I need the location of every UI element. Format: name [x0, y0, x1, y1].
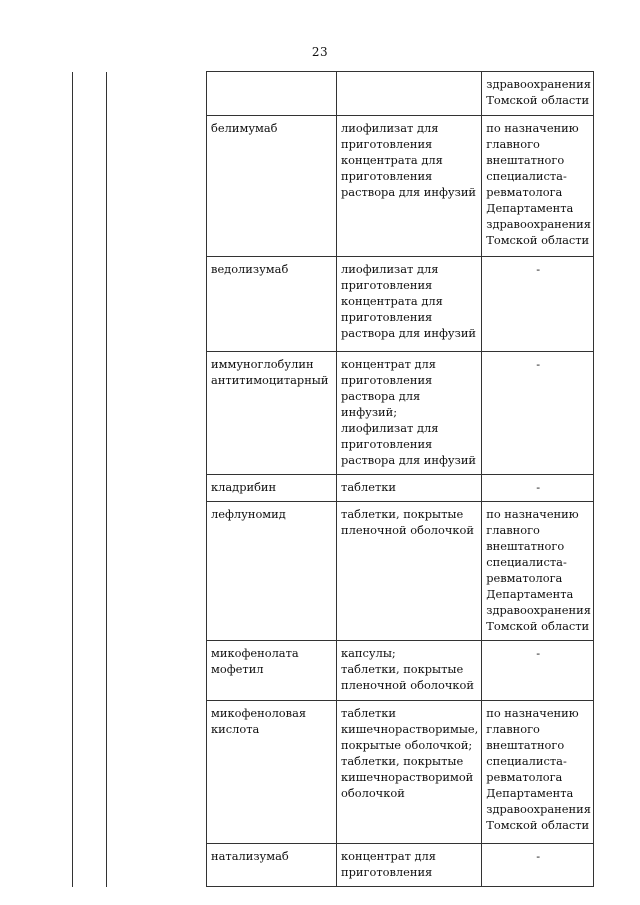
condition-line: Томской области: [486, 619, 590, 633]
dosage-form-line: раствора для инфузий;: [341, 389, 421, 419]
page-number: 23: [311, 45, 329, 59]
condition-line: внештатного: [486, 153, 565, 167]
condition-cell: [482, 701, 594, 844]
drug-name-cell: [207, 502, 337, 641]
dosage-form-line: лиофилизат для: [341, 121, 439, 135]
dosage-form-line: лиофилизат для: [341, 421, 439, 435]
dosage-form-line: приготовления: [341, 437, 433, 451]
dosage-form-line: раствора для инфузий: [341, 453, 477, 467]
dosage-form-cell: [337, 701, 482, 844]
drug-name-line: белимумаб: [211, 121, 278, 135]
dosage-form-line: приготовления: [341, 137, 433, 151]
dosage-form-line: приготовления: [341, 373, 433, 387]
drug-name-cell: [207, 72, 337, 116]
condition-line: ревматолога: [486, 770, 563, 784]
drug-table: [72, 71, 594, 887]
drug-name-line: микофеноловая: [211, 706, 307, 720]
condition-line: здравоохранения: [486, 217, 591, 231]
dosage-form-line: таблетки, покрытые: [341, 754, 464, 768]
dosage-form-line: концентрата для: [341, 153, 443, 167]
drug-name-line: микофенолата: [211, 646, 299, 660]
dosage-form-line: лиофилизат для: [341, 262, 439, 276]
dosage-form-cell: [337, 72, 482, 116]
condition-cell: [482, 641, 594, 701]
condition-cell: [482, 257, 594, 352]
dosage-form-line: таблетки, покрытые: [341, 507, 464, 521]
dosage-form-line: концентрат для: [341, 849, 436, 863]
condition-line: специалиста-: [486, 555, 567, 569]
condition-line: Томской области: [486, 818, 590, 832]
dosage-form-line: приготовления: [341, 169, 433, 183]
drug-name-cell: [207, 257, 337, 352]
drug-name-line: кладрибин: [211, 480, 277, 494]
dosage-form-line: покрытые оболочкой;: [341, 738, 473, 752]
dosage-form-line: оболочкой: [341, 786, 405, 800]
drug-name-line: иммуноглобулин: [211, 357, 314, 371]
dosage-form-line: таблетки, покрытые: [341, 662, 464, 676]
dosage-form-line: концентрат для: [341, 357, 436, 371]
condition-line: ревматолога: [486, 571, 563, 585]
dosage-form-cell: [337, 257, 482, 352]
drug-name-cell: [207, 116, 337, 257]
condition-line: главного: [486, 137, 540, 151]
dosage-form-line: пленочной оболочкой: [341, 523, 474, 537]
condition-cell: [482, 72, 594, 116]
condition-line: по назначению: [486, 507, 579, 521]
condition-line: Департамента: [486, 201, 574, 215]
dosage-form-cell: [337, 352, 482, 475]
drug-name-cell: [207, 352, 337, 475]
table-row: [73, 72, 594, 116]
condition-line: здравоохранения: [486, 77, 591, 91]
drug-name-line: натализумаб: [211, 849, 289, 863]
dosage-form-cell: [337, 475, 482, 502]
condition-line: -: [536, 262, 541, 276]
condition-line: ревматолога: [486, 185, 563, 199]
condition-line: по назначению: [486, 121, 579, 135]
dosage-form-line: кишечнорастворимые,: [341, 722, 479, 736]
condition-cell: [482, 844, 594, 887]
dosage-form-line: пленочной оболочкой: [341, 678, 474, 692]
condition-cell: [482, 352, 594, 475]
condition-line: -: [536, 646, 541, 660]
condition-line: здравоохранения: [486, 603, 591, 617]
dosage-form-line: таблетки: [341, 706, 396, 720]
dosage-form-cell: [337, 641, 482, 701]
number-column-cell: [73, 72, 107, 887]
drug-name-line: мофетил: [211, 662, 264, 676]
condition-line: Департамента: [486, 587, 574, 601]
condition-line: специалиста-: [486, 169, 567, 183]
dosage-form-line: приготовления: [341, 278, 433, 292]
drug-name-cell: [207, 641, 337, 701]
condition-cell: [482, 502, 594, 641]
condition-line: главного: [486, 523, 540, 537]
condition-line: -: [536, 357, 541, 371]
condition-line: Томской области: [486, 233, 590, 247]
dosage-form-line: приготовления: [341, 310, 433, 324]
condition-line: здравоохранения: [486, 802, 591, 816]
group-column-cell: [106, 72, 207, 887]
drug-name-line: лефлуномид: [211, 507, 286, 521]
drug-name-line: кислота: [211, 722, 260, 736]
dosage-form-cell: [337, 502, 482, 641]
condition-line: специалиста-: [486, 754, 567, 768]
condition-line: главного: [486, 722, 540, 736]
dosage-form-cell: [337, 116, 482, 257]
drug-name-line: антитимоцитарный: [211, 373, 329, 387]
condition-line: Томской области: [486, 93, 590, 107]
drug-name-line: ведолизумаб: [211, 262, 289, 276]
condition-line: -: [536, 849, 541, 863]
condition-line: внештатного: [486, 738, 565, 752]
dosage-form-line: таблетки: [341, 480, 396, 494]
table-body: [73, 72, 594, 887]
condition-line: -: [536, 480, 541, 494]
dosage-form-cell: [337, 844, 482, 887]
dosage-form-line: раствора для инфузий: [341, 185, 477, 199]
drug-name-cell: [207, 844, 337, 887]
dosage-form-line: концентрата для: [341, 294, 443, 308]
condition-line: Департамента: [486, 786, 574, 800]
dosage-form-line: приготовления: [341, 865, 433, 879]
dosage-form-line: капсулы;: [341, 646, 396, 660]
condition-cell: [482, 475, 594, 502]
dosage-form-line: кишечнорастворимой: [341, 770, 474, 784]
dosage-form-line: раствора для инфузий: [341, 326, 477, 340]
condition-line: по назначению: [486, 706, 579, 720]
condition-line: внештатного: [486, 539, 565, 553]
drug-name-cell: [207, 701, 337, 844]
drug-name-cell: [207, 475, 337, 502]
condition-cell: [482, 116, 594, 257]
